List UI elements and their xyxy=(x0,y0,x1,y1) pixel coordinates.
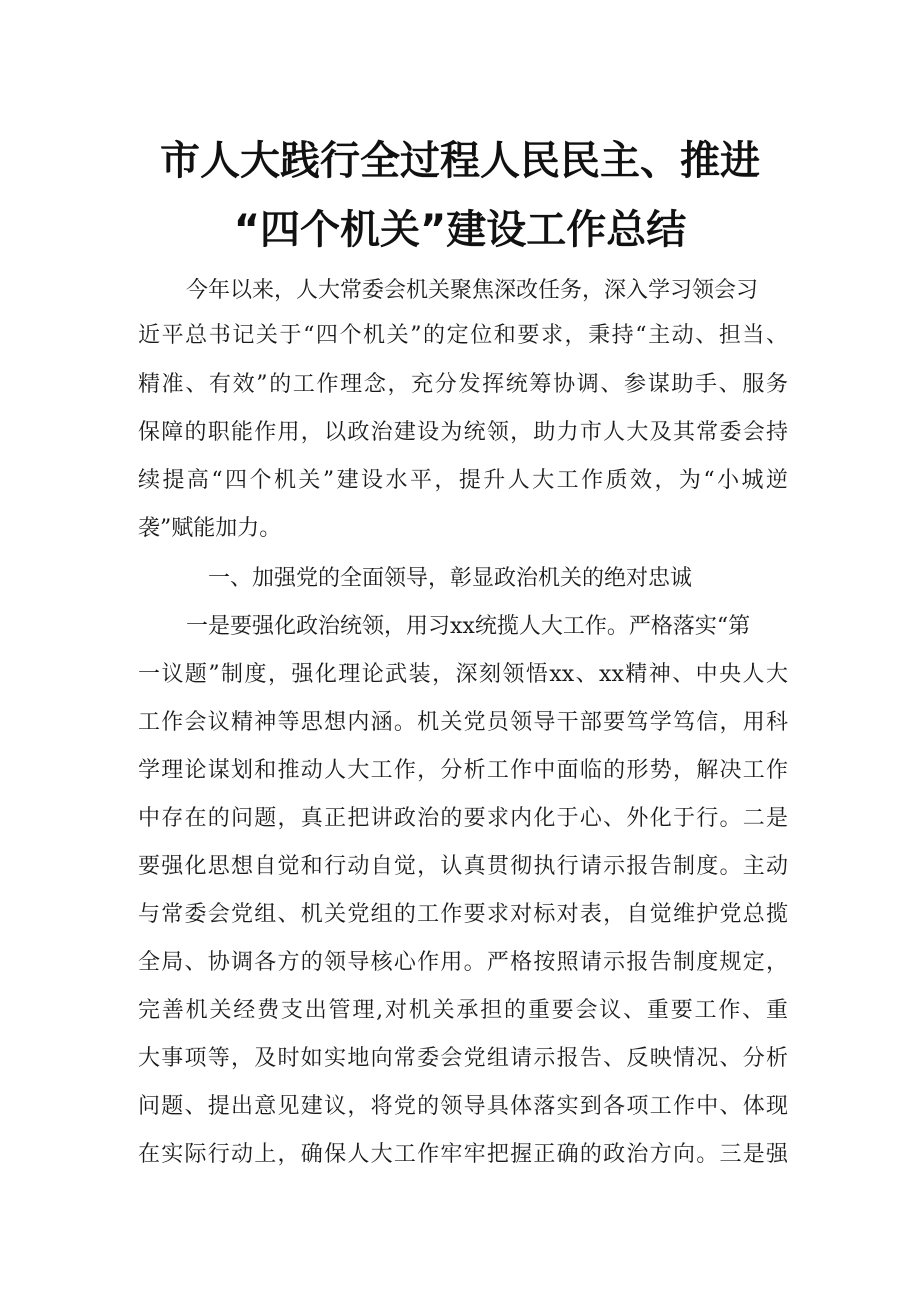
intro-line-1: 今年以来，人大常委会机关聚焦深改任务，深入学习领会习 xyxy=(186,278,759,303)
document-title-line-2: “四个机关”建设工作总结 xyxy=(233,207,687,253)
body-line-2: 一议题”制度，强化理论武装，深刻领悟xx、xx精神、中央人大 xyxy=(138,662,788,687)
body-line-4: 学理论谋划和推动人大工作，分析工作中面临的形势，解决工作 xyxy=(138,758,788,783)
body-line-6: 要强化思想自觉和行动自觉，认真贯彻执行请示报告制度。主动 xyxy=(138,854,788,879)
intro-line-2: 近平总书记关于“四个机关”的定位和要求，秉持“主动、担当、 xyxy=(138,323,788,348)
intro-line-4: 保障的职能作用，以政治建设为统领，助力市人大及其常委会持 xyxy=(138,420,788,445)
body-line-9: 完善机关经费支出管理,对机关承担的重要会议、重要工作、重 xyxy=(138,998,788,1023)
document-title-line-1: 市人大践行全过程人民民主、推进 xyxy=(160,138,760,184)
intro-line-3: 精准、有效”的工作理念，充分发挥统筹协调、参谋助手、服务 xyxy=(138,372,788,397)
body-line-3: 工作会议精神等思想内涵。机关党员领导干部要笃学笃信，用科 xyxy=(138,710,788,735)
body-line-11: 问题、提出意见建议，将党的领导具体落实到各项工作中、体现 xyxy=(138,1094,788,1119)
body-line-12: 在实际行动上，确保人大工作牢牢把握正确的政治方向。三是强 xyxy=(138,1142,788,1167)
body-line-7: 与常委会党组、机关党组的工作要求对标对表，自觉维护党总揽 xyxy=(138,902,788,927)
body-line-8: 全局、协调各方的领导核心作用。严格按照请示报告制度规定， xyxy=(138,950,788,975)
intro-line-6: 袭”赋能加力。 xyxy=(138,516,282,541)
intro-line-5: 续提高“四个机关”建设水平，提升人大工作质效，为“小城逆 xyxy=(138,468,788,493)
body-line-5: 中存在的问题，真正把讲政治的要求内化于心、外化于行。二是 xyxy=(138,806,788,831)
body-line-10: 大事项等，及时如实地向常委会党组请示报告、反映情况、分析 xyxy=(138,1046,788,1071)
section-heading: 一、加强党的全面领导，彰显政治机关的绝对忠诚 xyxy=(208,566,693,591)
body-line-1: 一是要强化政治统领，用习xx统揽人大工作。严格落实“第 xyxy=(186,614,751,639)
